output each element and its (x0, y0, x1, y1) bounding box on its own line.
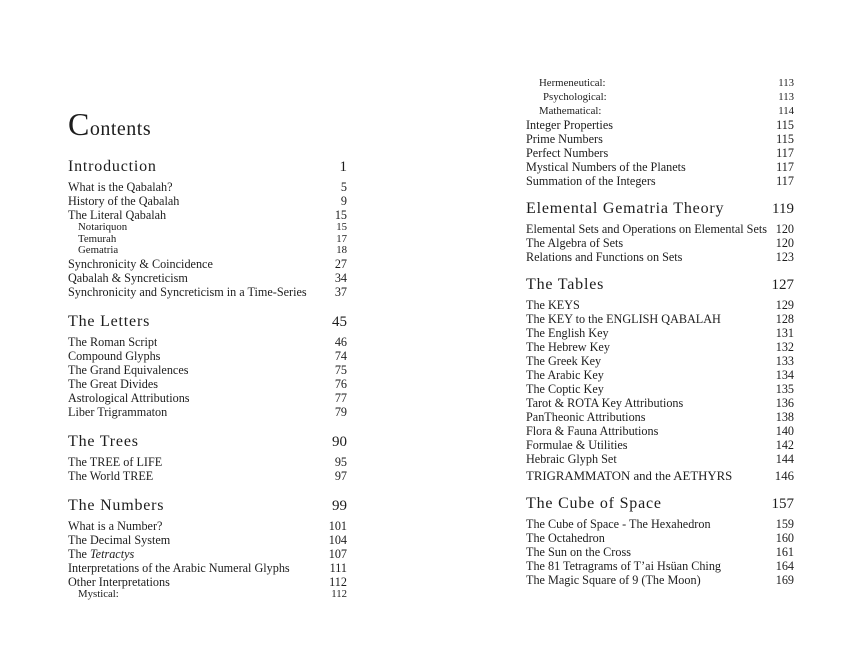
toc-entry-page: 159 (775, 517, 794, 531)
toc-entry-label: Gematria (78, 245, 119, 256)
toc-section (68, 431, 347, 483)
toc-entry-page: 97 (334, 468, 347, 483)
toc-section (68, 156, 347, 299)
toc-entry (526, 76, 794, 90)
toc-entry-label: What is a Number? (68, 518, 163, 533)
toc-entry-page: 37 (334, 284, 347, 299)
toc-entry-label: The Magic Square of 9 (The Moon) (526, 573, 701, 587)
toc-entry (68, 285, 347, 299)
toc-section (68, 311, 347, 419)
toc-entry (526, 146, 794, 160)
toc-entry-page: 112 (331, 587, 347, 600)
toc-entry-page: 160 (775, 531, 794, 545)
toc-entry (526, 104, 794, 118)
toc-entry-label: Other Interpretations (68, 574, 170, 589)
toc-entry-page: 114 (778, 105, 794, 117)
toc-entry-label: Notariquon (78, 222, 128, 233)
toc-entry (68, 533, 347, 547)
toc-entry-page: 146 (774, 469, 794, 483)
toc-entry-page: 169 (775, 573, 794, 587)
toc-entry-page: 34 (334, 270, 347, 285)
toc-entry (68, 363, 347, 377)
toc-entry-label: The Coptic Key (526, 382, 604, 396)
toc-entry-label: Qabalah & Syncreticism (68, 270, 188, 285)
toc-entry (68, 455, 347, 469)
toc-entry-page: 113 (778, 91, 794, 103)
toc-entry-label: Elemental Gematria Theory (526, 200, 725, 217)
toc-entry-page: 79 (334, 404, 347, 419)
toc-entry-label: TRIGRAMMATON and the AETHYRS (526, 469, 733, 483)
toc-entry-page: 115 (776, 132, 794, 146)
toc-entry (526, 132, 794, 146)
toc-entry (68, 469, 347, 483)
toc-entry (526, 90, 794, 104)
toc-section-heading (68, 311, 347, 333)
toc-entry (526, 424, 794, 438)
toc-entry-label: Liber Trigrammaton (68, 404, 168, 419)
toc-entry-page: 117 (776, 160, 794, 174)
toc-entry-label: The Octahedron (526, 531, 605, 545)
page-title-rest: ontents (89, 118, 152, 140)
toc-entry (526, 326, 794, 340)
toc-entry-label: Elemental Sets and Operations on Elemental Sets (526, 222, 767, 236)
toc-entry-label: PanTheonic Attributions (526, 410, 646, 424)
toc-entry (526, 531, 794, 545)
toc-entry-page: 120 (775, 222, 794, 236)
toc-entry-page: 144 (775, 452, 794, 466)
toc-entry-label: The 81 Tetragrams of T’ai Hsüan Ching (526, 559, 722, 573)
toc-entry-label: The Trees (68, 432, 139, 450)
toc-entry (68, 245, 347, 257)
toc-entry-label: The TREE of LIFE (68, 454, 163, 469)
toc-entry (526, 368, 794, 382)
toc-entry (526, 410, 794, 424)
toc-entry-page: 17 (336, 232, 347, 245)
toc-column-left (68, 108, 347, 600)
toc-entry-page: 161 (775, 545, 794, 559)
toc-entry (68, 257, 347, 271)
toc-entry-label: Mystical Numbers of the Planets (526, 160, 686, 174)
toc-entry (526, 573, 794, 587)
toc-entry (68, 234, 347, 246)
toc-entry-page: 129 (775, 298, 794, 312)
toc-entry-label: The Grand Equivalences (68, 362, 189, 377)
toc-entry-page: 138 (775, 410, 794, 424)
toc-column-right (526, 76, 794, 587)
toc-entry (526, 452, 794, 466)
toc-entry (526, 469, 794, 483)
toc-entry-label: Prime Numbers (526, 132, 603, 146)
toc-entry-page: 104 (328, 532, 347, 547)
toc-entry-page: 90 (332, 433, 347, 450)
toc-entry-page: 123 (775, 250, 794, 264)
toc-entry-page: 77 (334, 390, 347, 405)
toc-entry-label: Hebraic Glyph Set (526, 452, 617, 466)
toc-entry-label: The Hebrew Key (526, 340, 610, 354)
toc-entry-label: The Arabic Key (526, 368, 604, 382)
toc-entry-page: 101 (328, 518, 347, 533)
toc-entry-label: History of the Qabalah (68, 194, 180, 208)
toc-section-heading (526, 198, 794, 220)
toc-entry-label: The Literal Qabalah (68, 208, 167, 222)
toc-entry (526, 250, 794, 264)
toc-entry-page: 136 (775, 396, 794, 410)
toc-entry-label: The Letters (68, 312, 151, 330)
toc-entry-label: Introduction (68, 158, 157, 175)
toc-entry-page: 132 (775, 340, 794, 354)
toc-section-heading (526, 493, 794, 515)
toc-entry (68, 222, 347, 234)
toc-entry-page: 117 (776, 146, 794, 160)
toc-entry-page: 127 (771, 277, 794, 293)
toc-entry-page: 135 (775, 382, 794, 396)
toc-entry-label: Mystical: (78, 588, 119, 600)
toc-entry (68, 405, 347, 419)
toc-entry-label: The Numbers (68, 496, 165, 514)
toc-entry (68, 194, 347, 208)
toc-entry-page: 119 (772, 201, 794, 217)
toc-entry-label: The KEYS (526, 298, 580, 312)
toc-entry (526, 396, 794, 410)
toc-entry-label: The Sun on the Cross (526, 545, 631, 559)
toc-entry-label: The English Key (526, 326, 609, 340)
toc-entry (68, 519, 347, 533)
toc-section (68, 495, 347, 601)
toc-entry-page: 27 (334, 256, 347, 271)
toc-section (526, 76, 794, 188)
toc-entry (526, 236, 794, 250)
toc-entry (526, 160, 794, 174)
toc-entry-label: Interpretations of the Arabic Numeral Glyphs (68, 560, 290, 575)
toc-entry (526, 174, 794, 188)
toc-entry-page: 117 (776, 174, 794, 188)
toc-entry-label: The Great Divides (68, 376, 159, 391)
toc-entry-page: 112 (329, 574, 347, 589)
toc-entry-page: 46 (334, 334, 347, 349)
toc-entry (526, 118, 794, 132)
toc-entry-page: 18 (336, 244, 347, 256)
toc-entry-page: 120 (775, 236, 794, 250)
toc-entry-label: Relations and Functions on Sets (526, 250, 683, 264)
toc-section-heading (68, 156, 347, 178)
toc-entry-page: 5 (340, 180, 347, 194)
toc-entry-label: The Decimal System (68, 532, 171, 547)
toc-entry (68, 391, 347, 405)
toc-entry (68, 349, 347, 363)
toc-entry (68, 208, 347, 222)
toc-entry-page: 15 (336, 221, 347, 233)
toc-entry-label: The Tables (526, 276, 605, 293)
toc-entry-label: The Greek Key (526, 354, 602, 368)
toc-entry-label: Tarot & ROTA Key Attributions (526, 396, 684, 410)
toc-entry-page: 75 (334, 362, 347, 377)
toc-entry-page: 45 (332, 313, 347, 330)
toc-entry-page: 99 (332, 497, 347, 514)
toc-entry (526, 382, 794, 396)
toc-entry-page: 76 (334, 376, 347, 391)
toc-entry-label: Integer Properties (526, 118, 613, 132)
toc-entry (526, 545, 794, 559)
toc-entry-page: 133 (775, 354, 794, 368)
toc-entry-label: The Cube of Space - The Hexahedron (526, 517, 711, 531)
toc-entry-label: The Tetractys (68, 546, 135, 561)
toc-entry (68, 589, 347, 601)
toc-entry-page: 111 (329, 560, 347, 575)
toc-entry-page: 113 (778, 77, 794, 89)
toc-entry-label: Temurah (78, 233, 117, 245)
toc-entry-page: 95 (334, 454, 347, 469)
toc-entry-label: Mathematical: (539, 105, 602, 117)
toc-entry-label: What is the Qabalah? (68, 180, 173, 194)
toc-entry (68, 180, 347, 194)
toc-entry-label: Psychological: (543, 91, 607, 103)
toc-entry-label: Hermeneutical: (539, 77, 606, 89)
toc-entry-page: 107 (328, 546, 347, 561)
toc-entry (526, 517, 794, 531)
toc-entry (68, 561, 347, 575)
toc-entry-label: The Algebra of Sets (526, 236, 624, 250)
toc-section-heading (68, 431, 347, 453)
toc-entry-page: 164 (775, 559, 794, 573)
toc-entry (526, 222, 794, 236)
toc-entry (526, 340, 794, 354)
toc-entry-label: Astrological Attributions (68, 390, 190, 405)
toc-entry-page: 1 (339, 159, 347, 175)
toc-entry-page: 15 (334, 208, 347, 222)
page-title (68, 108, 347, 147)
toc-entry (526, 354, 794, 368)
toc-section-heading (526, 274, 794, 296)
toc-entry-page: 142 (775, 438, 794, 452)
toc-entry-label: Formulae & Utilities (526, 438, 628, 452)
toc-entry-label: Flora & Fauna Attributions (526, 424, 659, 438)
toc-entry (526, 559, 794, 573)
toc-entry (526, 298, 794, 312)
toc-entry-label: The World TREE (68, 468, 154, 483)
toc-entry (68, 547, 347, 561)
toc-entry (526, 312, 794, 326)
page-title-initial: C (68, 106, 90, 142)
toc-entry (68, 575, 347, 589)
toc-entry-label: Synchronicity and Syncreticism in a Time-Series (68, 284, 307, 299)
toc-entry-page: 115 (776, 118, 794, 132)
toc-entry-label: The Roman Script (68, 334, 158, 349)
toc-entry (68, 377, 347, 391)
toc-entry-label: Summation of the Integers (526, 174, 656, 188)
toc-entry-label: Perfect Numbers (526, 146, 609, 160)
toc-entry-label: The Cube of Space (526, 495, 662, 512)
toc-section (526, 493, 794, 587)
toc-entry-label: Synchronicity & Coincidence (68, 256, 213, 271)
toc-section-heading (68, 495, 347, 517)
toc-entry (68, 335, 347, 349)
toc-entry (526, 438, 794, 452)
toc-section (526, 274, 794, 483)
toc-entry-page: 157 (771, 496, 794, 512)
toc-entry-page: 134 (775, 368, 794, 382)
toc-section (526, 198, 794, 264)
toc-entry-page: 131 (775, 326, 794, 340)
toc-entry (68, 271, 347, 285)
toc-entry-page: 74 (334, 348, 347, 363)
toc-entry-page: 9 (340, 194, 347, 208)
toc-entry-label: The KEY to the ENGLISH QABALAH (526, 312, 721, 326)
toc-entry-page: 140 (775, 424, 794, 438)
toc-entry-label: Compound Glyphs (68, 348, 161, 363)
toc-entry-page: 128 (775, 312, 794, 326)
